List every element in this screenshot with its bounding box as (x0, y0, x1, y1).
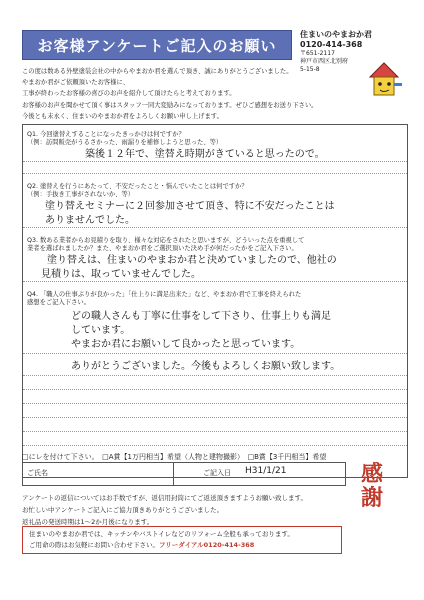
footer-line: アンケートの返信についてはお手数ですが、返信用封筒にてご返送頂きますようお願い致します。 (22, 494, 307, 502)
footer-notes (22, 492, 342, 528)
company-phone: 0120-414-368 (300, 40, 363, 49)
page-title: お客様アンケートご記入のお願い (22, 30, 292, 60)
ruled-line (23, 173, 407, 174)
ruled-line (23, 431, 407, 432)
ruled-line (23, 281, 407, 282)
answer-1: 築後１２年で、塗替え時期がきていると思ったので。 (85, 149, 325, 160)
mascot-icon (358, 55, 408, 105)
question-label: Q2. 塗替えを行うにあたって、不安だったこと・悩んでいたことは何ですか？ (27, 183, 248, 190)
question-1 (27, 131, 403, 147)
company-address-2: 5-15-8 (300, 66, 320, 73)
thanks-stamp (352, 462, 392, 510)
intro-line: この度は数ある外壁塗装会社の中からやまおか君を選んで頂き、誠にありがとうございました。 (22, 68, 293, 75)
answer-2-line: ありませんでした。 (45, 215, 135, 226)
answer-2-line: 塗り替えセミナーに２回参加させて頂き、特に不安だったことは (45, 201, 335, 212)
company-zip: 〒651-2117 (300, 50, 335, 57)
question-2 (27, 183, 403, 199)
answer-4-line: ありがとうございました。今後もよろしくお願い致します。 (71, 361, 341, 372)
date-value: H31/1/21 (245, 466, 287, 476)
questions-box (22, 124, 408, 478)
ruled-line (23, 227, 407, 228)
ruled-line (23, 389, 407, 390)
question-label: 感想をご記入下さい。 (27, 299, 90, 306)
question-label: Q4. 「職人の仕事ぶりが良かった」「仕上りに満足出来た」など、やまおか君で工事を終えられた (27, 291, 302, 298)
question-3 (27, 237, 403, 253)
ruled-line (23, 417, 407, 418)
ad-line: 住まいのやまおか君では、キッチンやバストイレなどのリフォーム全般も承っております。 (29, 530, 294, 538)
company-name: 住まいのやまおか君 (300, 30, 372, 39)
question-label: Q3. 数ある業者からお見積りを取り、様々な対応をされたと思いますが、どういった点を重視して (27, 237, 305, 244)
name-label: ご氏名 (27, 469, 48, 477)
intro-line: やまおか君がご依頼頂いたお客様に、 (22, 79, 130, 87)
ruled-line (23, 403, 407, 404)
ad-line-prefix: ご用命の際はお気軽にお問い合わせ下さい。 (29, 541, 159, 549)
answer-3-line: 塗り替えは、住まいのやまおか君と決めていましたので、他社の (47, 255, 337, 266)
question-label: Q1. 今回塗替えすることになったきっかけは何ですか？ (27, 131, 185, 138)
company-address-1: 神戸市西区北別府 (300, 58, 349, 65)
prize-selection: □にレを付けて下さい。 □A賞【1万円相当】希望（人物と建物撮影） □B賞【3千円相当】希望 (22, 453, 327, 461)
ruled-line (23, 353, 407, 354)
answer-4-line: どの職人さんも丁寧に仕事をして下さり、仕事上りも満足 (71, 311, 331, 322)
intro-line: お客様のお声を聞かせて頂く事はスタッフ一同大変励みになっております。ぜひご感想をお送り下さい。 (22, 101, 318, 109)
ruled-line (23, 161, 407, 162)
ruled-line (23, 445, 407, 446)
free-dial: フリーダイアル0120-414-368 (159, 541, 255, 549)
answer-4-line: やまおか君にお願いして良かったと思っています。 (71, 339, 301, 350)
answer-3-line: 見積りは、取っていませんでした。 (41, 269, 201, 280)
question-hint: （例：訪問販売がうるさかった、雨漏りを補修しようと思った、等） (27, 139, 223, 146)
footer-line: 返礼品の発送時期は1〜2か月後になります。 (22, 518, 154, 526)
ad-line (29, 540, 335, 551)
answer-4-line: しています。 (71, 325, 131, 336)
question-hint: （例：手抜き工事がされないか、等） (27, 191, 135, 198)
divider (173, 463, 174, 485)
intro-line: 今後とも末永く、住まいのやまおか君をよろしくお願い申し上げます。 (22, 112, 223, 120)
intro-text (22, 66, 358, 122)
question-label: 業者を選ばれましたか？また、やまおか君をご選択頂いた決め手が何だったかをご記入下さい。 (27, 245, 298, 252)
reform-ad (22, 526, 342, 554)
intro-line: 工事が終わったお客様の喜びのお声を紹介して頂けたらと考えております。 (22, 90, 236, 98)
ruled-line (23, 375, 407, 376)
thanks-stamp-text: 感謝 (360, 461, 383, 511)
signature-row (22, 462, 346, 486)
date-label: ご記入日 (203, 469, 231, 477)
footer-line: お忙しい中アンケートご記入にご協力頂きありがとうございました。 (22, 506, 224, 514)
question-4 (27, 291, 403, 307)
